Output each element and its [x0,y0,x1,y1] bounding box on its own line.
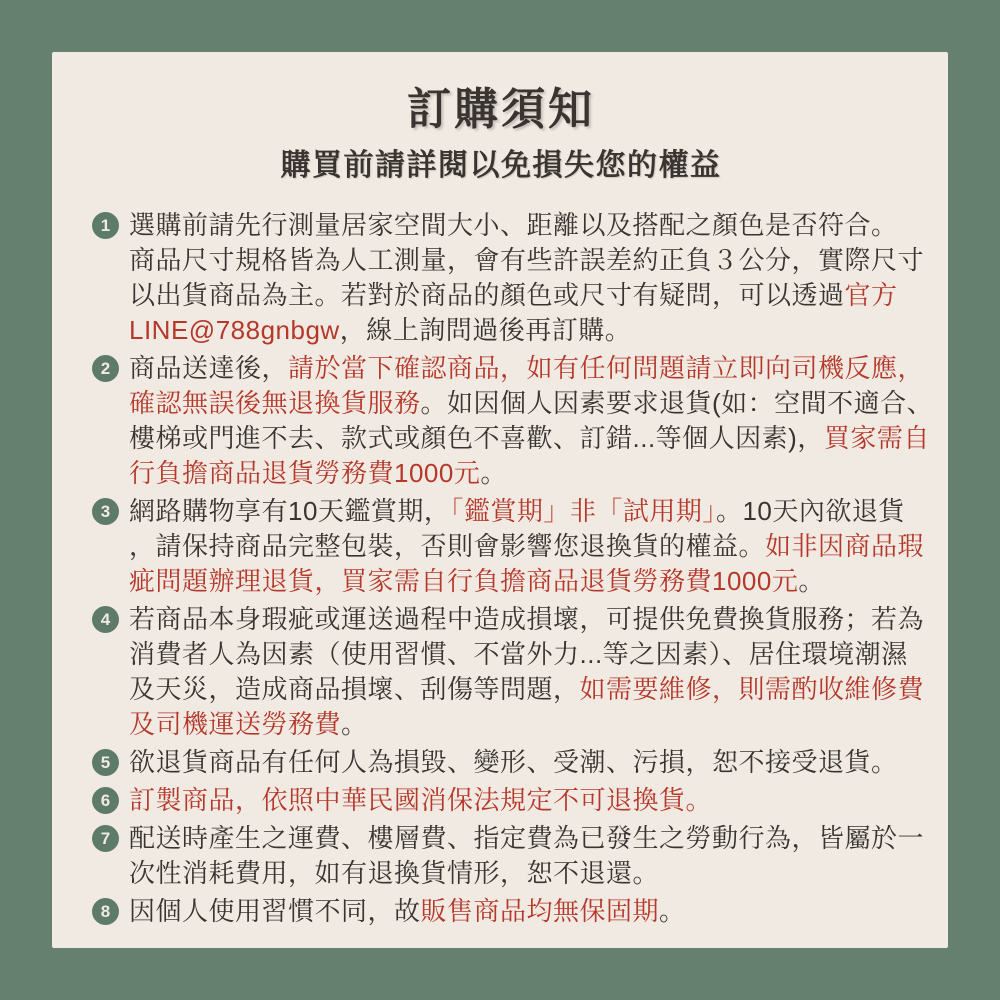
text-segment: 疵問題辦理退貨，買家需自行負擔商品退貨勞務費1000元 [129,566,799,596]
text-segment: 請於當下確認商品，如有任何問題請立即向司機反應， [288,353,925,383]
notice-line [129,672,924,707]
notice-item-text [129,821,924,891]
item-number-badge: 6 [92,787,119,814]
text-segment: 行負擔商品退貨勞務費1000元 [129,458,481,488]
text-segment: 網路購物享有10天鑑賞期， [129,496,451,526]
text-segment: 及天災，造成商品損壞、刮傷等問題， [129,674,580,704]
text-segment: 販售商品均無保固期 [420,896,660,926]
notice-line [129,313,924,348]
text-segment: 確認無誤後無退換貨服務 [129,388,421,418]
notice-line [129,494,924,529]
text-segment: 如需要維修，則需酌收維修費 [579,674,925,704]
item-number-badge: 2 [92,355,119,382]
text-segment: ，請保持商品完整包裝，否則會影響您退換貨的權益。 [129,531,766,561]
notice-item-4 [92,602,930,742]
text-segment: ，線上詢問過後再訂購。 [339,315,632,345]
notice-line [129,208,924,243]
notice-panel [52,52,948,948]
item-number-badge: 4 [92,606,119,633]
page-title: 訂購須知 [407,85,595,134]
notice-line [129,278,924,313]
notice-line [129,351,933,386]
text-segment: 選購前請先行測量居家空間大小、距離以及搭配之顏色是否符合。 [129,210,898,240]
text-segment: 及司機運送勞務費 [129,709,342,739]
notice-line [129,783,712,818]
text-segment: 商品尺寸規格皆為人工測量，會有些許誤差約正負３公分，實際尺寸 [129,245,925,275]
notice-line [129,745,898,780]
text-segment: 買家需自 [823,423,930,453]
notice-line [129,707,924,742]
text-segment: 訂製商品，依照中華民國消保法規定不可退換貨。 [129,785,713,815]
text-segment: 。 [659,896,686,926]
notice-line [129,456,933,491]
notice-item-6 [92,783,930,818]
notice-line [129,856,924,891]
text-segment: 因個人使用習慣不同，故 [129,896,421,926]
text-segment: 官方 [844,280,898,310]
item-number-badge: 1 [92,212,119,239]
text-segment: 如非因商品瑕 [765,531,925,561]
notice-line [129,821,924,856]
text-segment: 。如因個人因素要求退貨(如：空間不適合、 [420,388,934,418]
notice-line [129,637,924,672]
item-number-badge: 3 [92,498,119,525]
text-segment: 。 [798,566,825,596]
text-segment: 。 [480,458,507,488]
text-segment: 消費者人為因素（使用習慣、不當外力...等之因素）、居住環境潮濕 [129,639,908,669]
text-segment: 欲退貨商品有任何人為損毀、變形、受潮、污損，恕不接受退貨。 [129,747,898,777]
text-segment: 商品送達後， [129,353,289,383]
notice-item-text [129,208,924,348]
notice-item-8 [92,894,930,929]
notice-item-1 [92,208,930,348]
notice-line [129,894,686,929]
notice-item-text [129,894,686,929]
notice-item-text [129,745,898,780]
text-segment: 若商品本身瑕疵或運送過程中造成損壞，可提供免費換貨服務；若為 [129,604,925,634]
notice-line [129,602,924,637]
item-number-badge: 8 [92,898,119,925]
notice-item-7 [92,821,930,891]
text-segment: 配送時產生之運費、樓層費、指定費為已發生之勞動行為，皆屬於一 [129,823,925,853]
text-segment: LINE@788gnbgw [129,315,340,345]
text-segment: 以出貨商品為主。若對於商品的顏色或尺寸有疑問，可以透過 [129,280,845,310]
notice-line [129,243,924,278]
notice-item-3 [92,494,930,599]
item-number-badge: 7 [92,825,119,852]
text-segment: 。 [341,709,368,739]
notice-line [129,421,933,456]
text-segment: 樓梯或門進不去、款式或顏色不喜歡、訂錯...等個人因素)， [129,423,824,453]
notice-line [129,529,924,564]
notice-list [92,208,934,929]
notice-item-text [129,783,712,818]
notice-item-text [129,351,933,491]
notice-item-text [129,602,924,742]
text-segment: 「鑑賞期」非「試用期」 [450,496,716,526]
text-segment: 。10天內欲退貨 [715,496,905,526]
item-number-badge: 5 [92,749,119,776]
page-subtitle: 購買前請詳閱以免損失您的權益 [280,149,722,182]
notice-line [129,386,933,421]
notice-line [129,564,924,599]
notice-item-5 [92,745,930,780]
notice-item-2 [92,351,934,491]
notice-item-text [129,494,924,599]
text-segment: 次性消耗費用，如有退換貨情形，恕不退還。 [129,858,660,888]
